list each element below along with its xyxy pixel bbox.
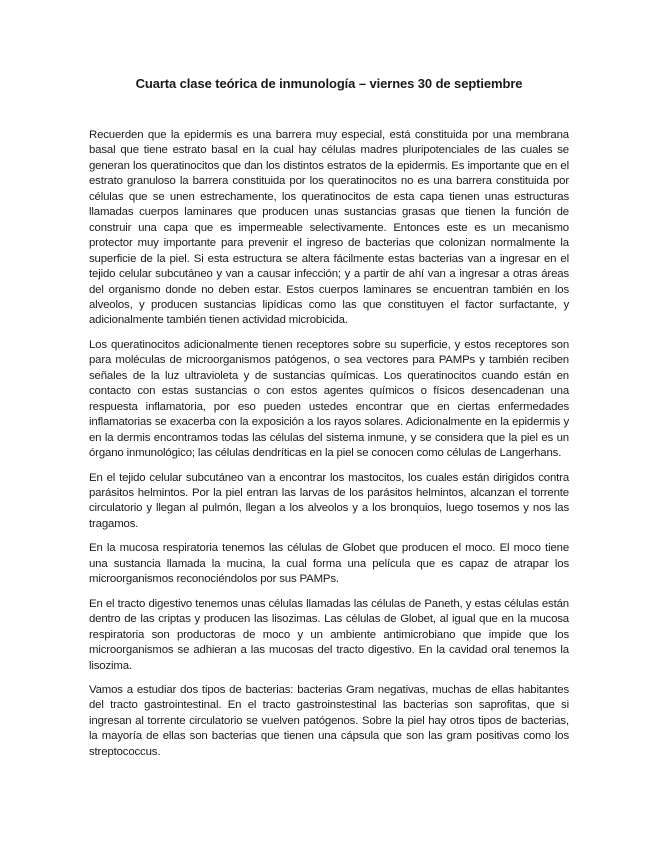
paragraph-bacterias: Vamos a estudiar dos tipos de bacterias: bacterias Gram negativas, muchas de ellas habitantes del tracto gastrointestinal. En el tracto gastroinstestinal las bacterias son saprofitas, que si ingresan al torrente circulatorio se vuelven patógenos. Sobre la piel hay otros tipos de bacterias, la mayoría de ellas son bacterias que tienen una cápsula que son las gram positivas como los streptococcus.: [89, 683, 569, 758]
paragraph-epidermis: Recuerden que la epidermis es una barrera muy especial, está constituida por una membrana basal que tiene estrato basal en la cual hay células madres pluripotenciales de las cuales se generan los queratinocitos que dan los distintos estratos de la epidermis. Es importante que en el estrato granuloso la barrera constituida por los queratinocitos no es una barrera constituida por células que se unen estrechamente, los queratinocitos de esta capa tienen unas estructuras llamadas cuerpos laminares que producen unas sustancias grasas que tienen la función de construir una capa que es impermeable selectivamente. Entonces este es un mecanismo protector muy importante para prevenir el ingreso de bacterias que colonizan normalmente la superficie de la piel. Si esta estructura se altera fácilmente estas bacterias van a ingresar en el tejido celular subcutáneo y van a causar infección; y a partir de ahí van a ingresar a otras áreas del organismo donde no deben estar. Estos cuerpos laminares se encuentran también en los alveolos, y producen sustancias lipídicas como las que constituyen el factor surfactante, y adicionalmente también tienen actividad microbicida.: [89, 129, 569, 327]
document-title: Cuarta clase teórica de inmunología – viernes 30 de septiembre: [135, 76, 523, 91]
paragraph-mucosa-respiratoria: En la mucosa respiratoria tenemos las células de Globet que producen el moco. El moco tiene una sustancia llamada la mucina, la cual forma una película que es capaz de atrapar los microorganismos reconociéndolos por sus PAMPs.: [89, 542, 569, 586]
paragraph-tejido-subcutaneo: En el tejido celular subcutáneo van a encontrar los mastocitos, los cuales están dirigidos contra parásitos helmintos. Por la piel entran las larvas de los parásitos helmintos, alcanzan el torrente circulatorio y llegan al pulmón, llegan a los alveolos y a los bronquios, luego tosemos y nos las tragamos.: [89, 471, 569, 530]
paragraph-tracto-digestivo: En el tracto digestivo tenemos unas células llamadas las células de Paneth, y estas células están dentro de las criptas y producen las lisozimas. Las células de Globet, al igual que en la mucosa respiratoria son productoras de moco y un ambiente antimicrobiano que impide que los microorganismos se adhieran a las mucosas del tracto digestivo. En la cavidad oral tenemos la lisozima.: [89, 597, 569, 672]
paragraph-queratinocitos: Los queratinocitos adicionalmente tienen receptores sobre su superficie, y estos receptores son para moléculas de microorganismos patógenos, o sea vectores para PAMPs y también reciben señales de la luz ultravioleta y de sustancias químicas. Los queratinocitos cuando están en contacto con estas sustancias o con estos agentes químicos o físicos desencadenan una respuesta inflamatoria, por eso pueden ustedes encontrar que en ciertas enfermedades inflamatorias se exacerba con la exposición a los rayos solares. Adicionalmente en la epidermis y en la dermis encontramos todas las células del sistema inmune, y se considera que la piel es un órgano inmunológico; las células dendríticas en la piel se conocen como células de Langerhans.: [89, 338, 569, 460]
